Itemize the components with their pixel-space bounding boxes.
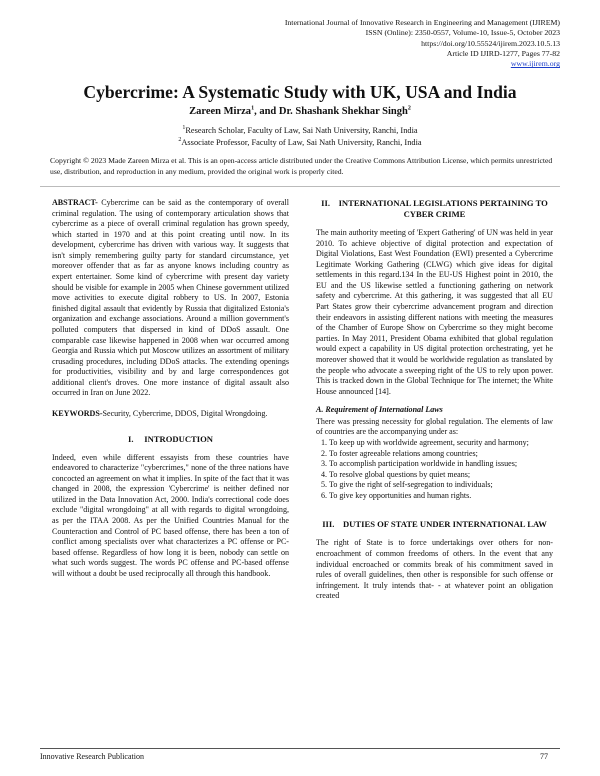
section-1-title: INTRODUCTION [144,433,213,444]
subsection-a-body: There was pressing necessity for global regulation. The elements of law of countries are the accompanying under as: [316,416,553,437]
affiliation-1 [0,126,600,135]
section-3-heading [316,519,553,530]
divider [40,186,560,187]
section-2-num: II. [321,198,330,208]
doi-link[interactable]: https://doi.org/10.55524/ijirem.2023.10.5.13 [421,38,560,48]
list-item: 2. To foster agreeable relations among countries; [329,449,553,460]
subsection-a-heading: A. Requirement of International Laws [316,405,443,415]
list-item: 5. To give the right of self-segregation to individuals; [329,480,553,491]
paper-title: Cybercrime: A Systematic Study with UK, USA and India [83,82,517,102]
list-item: 3. To accomplish participation worldwide in handling issues; [329,459,553,470]
author-1-sup: 1 [251,105,255,112]
affiliation-1-text: Research Scholar, Faculty of Law, Sai Nath University, Ranchi, India [185,126,418,135]
abstract-label: ABSTRACT- [52,198,98,207]
section-1-heading [52,434,289,445]
section-2-title: INTERNATIONAL LEGISLATIONS PERTAINING TO CYBER CRIME [338,198,548,219]
list-item: 6. To give key opportunities and human rights. [329,491,553,502]
article-id: Article ID IJIRD-1277, Pages 77-82 [446,48,560,58]
abstract [52,198,289,399]
section-3-num: III. [322,519,335,530]
section-1-body: Indeed, even while different essayists from these countries have endeavored to characterize "cybercrimes," none of the three nations have concocted an agreement on what it implies. In spite of the fact that it was changed in 2008, the expression 'Cybercrime' is neither defined nor utilized in the Data Innovation Act, 2000. India's correctional code does exclude "digital wrongdoing" at all with regards to digital wrongdoing, as per the ITAA 2008. As per the Unified Countries Manual for the Counteraction and Control of PC based offense, there has been a ton of conflict among specialists over what characterizes a PC offense or PC-based offense. Regardless of how long it is been, nobody can settle on what such words suggest. The words PC offense and PC-based offense will without a doubt be used reciprocally all through this handbook. [52,452,289,578]
right-column [316,198,553,602]
requirements-list [316,438,553,501]
section-3-body: The right of State is to force undertakings over others for non-encroachment of common freedoms of others. In the event that any individual encroached or commits break of his commitment saved in rules of overall guidelines, then other is responsible for such offense or infringement. It truly intends that- - at whatever point an obligation created [316,538,553,601]
left-column [52,198,289,580]
copyright-notice: Copyright © 2023 Made Zareen Mirza et al. This is an open-access article distributed under the Creative Commons Attribution License, which permits unrestricted use, distribution, and reproduction in any medium, provided the original work is properly cited. [50,156,553,176]
section-3-title: DUTIES OF STATE UNDER INTERNATIONAL LAW [342,519,547,530]
author-2-sup: 2 [407,105,411,112]
affiliation-1-sup: 1 [182,125,186,132]
publisher: Innovative Research Publication [40,752,144,761]
journal-name: International Journal of Innovative Research in Engineering and Management (IJIREM) [284,18,560,27]
keywords [52,409,289,420]
page-footer [40,748,560,761]
author-1: Zareen Mirza [189,106,252,117]
website-link[interactable]: www.ijirem.org [510,59,560,69]
list-item: 4. To resolve global questions by quiet means; [329,470,553,481]
affiliation-2-sup: 2 [178,137,182,144]
journal-header [40,18,560,69]
issn-line: ISSN (Online): 2350-0557, Volume-10, Issue-5, October 2023 [365,28,560,38]
affiliation-2-text: Associate Professor, Faculty of Law, Sai Nath University, Ranchi, India [181,138,422,147]
keywords-text: Security, Cybercrime, DDOS, Digital Wrongdoing. [102,408,268,418]
section-1-num: I. [127,433,134,444]
page-number: 77 [540,752,548,761]
section-2-heading [316,198,553,220]
keywords-label: KEYWORDS- [52,408,103,418]
authors [0,106,600,117]
author-2: , and Dr. Shashank Shekhar Singh [254,106,408,117]
section-2-body: The main authority meeting of 'Expert Gathering' of UN was held in year 2010. To achieve objective of digital protection and expectation of Digital Violations, East West Foundation (EWI) presented a Cybercrime Legitimate Working Gathering (CLWG) which give ideas for digital settlements in this regard.134 In the EU-US Highest point in 2010, the EU and the US likewise settled a functioning gathering on network safety and cybercrime. At this gathering, it was suggested that all EU Part States grow their cybercrime advancement program and direction their endeavors in assisting different nations with meeting the measures of the Chamber of Europe Show on Cybercrime so they might become parties. In May 2011, President Obama exhibited that global regulation would expect a capability in US digital protection orchestrating, yet he moreover showed that it would be worldwide regulation as translated by the people who advocate a sweeping right of the US to rely upon power. This is tracked down in the Global Technique for The internet; the White House announced [14]. [316,228,553,396]
list-item: 1. To keep up with worldwide agreement, security and harmony; [329,438,553,449]
abstract-text: Cybercrime can be said as the contemporary of overall criminal regulation. The using of contemporary articulation shows that cybercrime as a piece of overall criminal regulation has grown speedy, which started in 1970 and at this point creating until now. In its development, cybercrime has driven with various way. It suggests that isn't simply remembering guilty party for standard circumstance, yet moreover offender that as far as anyone knows including country as expert entertainer. Some kind of cybercrime with present day variety should be visible for example in 2005 when Chinese government utilized move activities to execute digital robbery to US. In 2007, Estonia finished digital assault that evidently by Russia that digitalized Estonia's organization and exchange associations. Around a million government's polluted computers that dispersed in kind of DDoS assault. One comparable case likewise happened in 2008 when war occurred among Georgia and Russia which put Moscow utilizes an assortment of military crusading procedures, including DDoS attacks. The extending openings for productivities, visibility and by and large correspondences got additional client's droves. One more instance of digital assault also occurred in Iran on June 2022. [52,198,289,398]
affiliation-2 [0,138,600,147]
